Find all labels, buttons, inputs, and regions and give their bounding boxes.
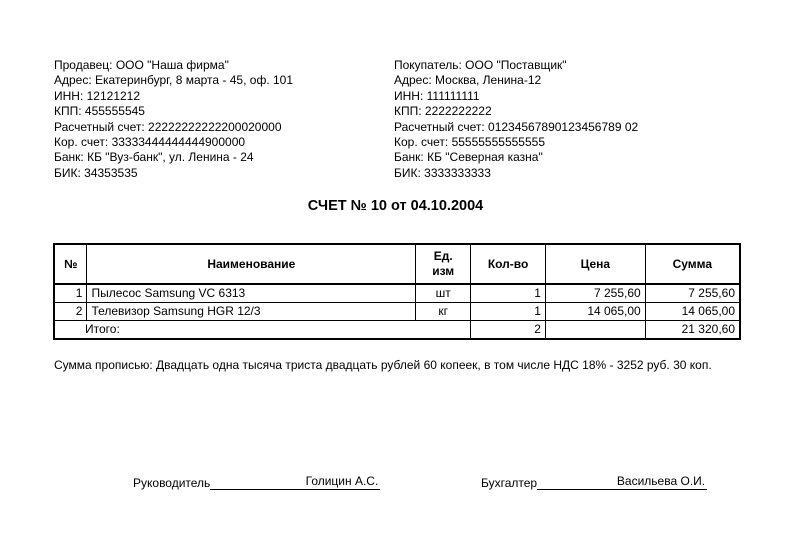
total-qty: 2 xyxy=(471,321,546,340)
table-total-row xyxy=(54,321,740,340)
seller-details xyxy=(54,58,293,181)
seller-kpp: КПП: 455555545 xyxy=(54,104,145,119)
header-sum: Сумма xyxy=(645,244,740,284)
row-name: Телевизор Samsung HGR 12/3 xyxy=(87,303,416,321)
invoice-title: СЧЕТ № 10 от 04.10.2004 xyxy=(307,198,484,214)
buyer-kpp: КПП: 2222222222 xyxy=(394,104,492,119)
seller-inn: ИНН: 12121212 xyxy=(54,88,141,103)
row-name: Пылесос Samsung VC 6313 xyxy=(87,284,416,303)
director-signature xyxy=(133,474,380,490)
row-price: 7 255,60 xyxy=(545,284,645,303)
header-num: № xyxy=(54,244,87,284)
table-row xyxy=(54,303,740,321)
buyer-bik: БИК: 3333333333 xyxy=(394,165,491,180)
amount-in-words: Сумма прописью: Двадцать одна тысяча триста двадцать рублей 60 копеек, в том числе НДС 18% - 3252 руб. 30 коп. xyxy=(54,358,712,372)
accountant-name: Васильева О.И. xyxy=(537,474,707,490)
row-unit: кг xyxy=(416,303,471,321)
seller-name: Продавец: ООО "Наша фирма" xyxy=(54,58,229,72)
buyer-details xyxy=(394,58,638,181)
director-label: Руководитель xyxy=(133,476,211,490)
seller-account: Расчетный счет: 22222222222200020000 xyxy=(54,119,282,134)
items-table xyxy=(53,243,741,340)
total-price-empty xyxy=(545,321,645,340)
row-num: 1 xyxy=(54,284,87,303)
table-header-row xyxy=(54,244,740,284)
accountant-label: Бухгалтер xyxy=(481,476,538,490)
total-label: Итого: xyxy=(54,321,471,340)
buyer-account: Расчетный счет: 01234567890123456789 02 xyxy=(394,119,639,134)
row-unit: шт xyxy=(416,284,471,303)
header-unit: Ед. изм xyxy=(416,244,471,284)
header-price: Цена xyxy=(545,244,645,284)
buyer-corr-account: Кор. счет: 55555555555555 xyxy=(394,134,545,149)
seller-bank: Банк: КБ "Вуз-банк", ул. Ленина - 24 xyxy=(54,150,254,165)
buyer-name: Покупатель: ООО "Поставщик" xyxy=(394,58,567,72)
total-sum: 21 320,60 xyxy=(645,321,740,340)
seller-address: Адрес: Екатеринбург, 8 марта - 45, оф. 101 xyxy=(54,73,294,88)
seller-bik: БИК: 34353535 xyxy=(54,165,138,180)
buyer-inn: ИНН: 111111111 xyxy=(394,88,480,103)
row-sum: 14 065,00 xyxy=(645,303,740,321)
buyer-bank: Банк: КБ "Северная казна" xyxy=(394,150,543,165)
table-row xyxy=(54,284,740,303)
seller-corr-account: Кор. счет: 33333444444444900000 xyxy=(54,134,246,149)
buyer-address: Адрес: Москва, Ленина-12 xyxy=(394,73,542,88)
header-name: Наименование xyxy=(87,244,416,284)
row-qty: 1 xyxy=(471,284,546,303)
row-sum: 7 255,60 xyxy=(645,284,740,303)
accountant-signature xyxy=(481,474,707,490)
director-name: Голицин А.С. xyxy=(210,474,380,490)
row-qty: 1 xyxy=(471,303,546,321)
header-qty: Кол-во xyxy=(471,244,546,284)
row-price: 14 065,00 xyxy=(545,303,645,321)
row-num: 2 xyxy=(54,303,87,321)
